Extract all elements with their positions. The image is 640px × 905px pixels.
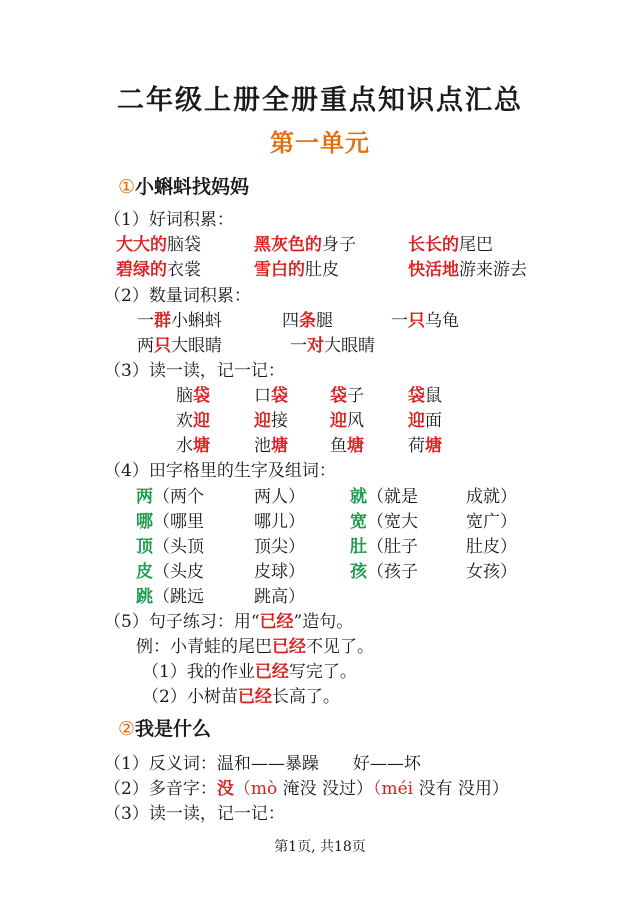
section-new-characters-heading: （4）田字格里的生字及组词： xyxy=(104,461,336,481)
new-char-word: 女孩） xyxy=(466,562,517,582)
new-char-word: 哪儿） xyxy=(254,512,305,532)
page-title: 二年级上册全册重点知识点汇总 xyxy=(117,85,523,116)
measure-item: 一对大眼睛 xyxy=(290,336,375,356)
practice-sentence: （1）我的作业已经写完了。 xyxy=(142,662,357,682)
new-char-row: 哪（哪里 xyxy=(136,512,204,532)
new-char-word: 宽广） xyxy=(466,512,517,532)
section-good-words-heading: （1）好词积累： xyxy=(104,210,234,230)
new-char-word: 皮球） xyxy=(254,562,305,582)
read-word: 欢迎 xyxy=(176,411,210,431)
phrase-item: 快活地游来游去 xyxy=(408,260,527,280)
phrase-item: 黑灰色的身子 xyxy=(254,235,356,255)
new-char-row: 宽（宽大 xyxy=(350,512,418,532)
lesson-title: 小蝌蚪找妈妈 xyxy=(135,176,250,198)
measure-item: 两只大眼睛 xyxy=(137,336,222,356)
lesson-title: 我是什么 xyxy=(135,718,212,740)
new-char-row: 皮（头皮 xyxy=(136,562,204,582)
lesson-number: ① xyxy=(118,176,136,198)
read-word: 脑袋 xyxy=(176,386,210,406)
phrase-item: 碧绿的衣裳 xyxy=(116,260,201,280)
new-char-row: 孩（孩子 xyxy=(350,562,418,582)
measure-item: 一群小蝌蚪 xyxy=(137,311,222,331)
section-read-remember-heading: （3）读一读，记一记： xyxy=(104,361,285,381)
phrase-item: 雪白的肚皮 xyxy=(254,260,339,280)
antonym-line: （1）反义词：温和——暴躁 好——坏 xyxy=(104,754,421,774)
read-word: 水塘 xyxy=(176,436,210,456)
section-measure-words-heading: （2）数量词积累： xyxy=(104,286,251,306)
new-char-row: 肚（肚子 xyxy=(350,537,418,557)
read-word: 池塘 xyxy=(254,436,288,456)
new-char-row: 顶（头顶 xyxy=(136,537,204,557)
read-word: 荷塘 xyxy=(408,436,442,456)
new-char-row: 两（两个 xyxy=(136,487,204,507)
example-sentence: 例：小青蛙的尾巴已经不见了。 xyxy=(136,637,374,657)
measure-item: 一只乌龟 xyxy=(391,311,459,331)
new-char-word: 顶尖） xyxy=(254,537,305,557)
read-word: 袋子 xyxy=(330,386,364,406)
read-word: 口袋 xyxy=(254,386,288,406)
unit-heading: 第一单元 xyxy=(270,128,370,157)
phrase-item: 大大的脑袋 xyxy=(116,235,201,255)
page-footer: 第1页, 共18页 xyxy=(274,839,366,855)
new-char-row: 跳（跳远 xyxy=(136,587,204,607)
section-read-remember-heading: （3）读一读，记一记： xyxy=(104,804,285,824)
lesson-2-heading xyxy=(118,714,211,741)
read-word: 迎面 xyxy=(408,411,442,431)
new-char-word: 两人） xyxy=(254,487,305,507)
new-char-row: 就（就是 xyxy=(350,487,418,507)
polyphone-line: （2）多音字：没（mò 淹没 没过）（méi 没有 没用） xyxy=(104,779,509,799)
measure-item: 四条腿 xyxy=(282,311,333,331)
practice-sentence: （2）小树苗已经长高了。 xyxy=(142,687,340,707)
lesson-1-heading xyxy=(118,172,249,199)
read-word: 袋鼠 xyxy=(408,386,442,406)
section-sentence-practice-heading: （5）句子练习：用“已经”造句。 xyxy=(104,612,354,632)
phrase-item: 长长的尾巴 xyxy=(408,235,493,255)
read-word: 迎接 xyxy=(254,411,288,431)
new-char-word: 跳高） xyxy=(254,587,305,607)
read-word: 鱼塘 xyxy=(330,436,364,456)
read-word: 迎风 xyxy=(330,411,364,431)
new-char-word: 肚皮） xyxy=(466,537,517,557)
lesson-number: ② xyxy=(118,718,136,740)
new-char-word: 成就） xyxy=(466,487,517,507)
